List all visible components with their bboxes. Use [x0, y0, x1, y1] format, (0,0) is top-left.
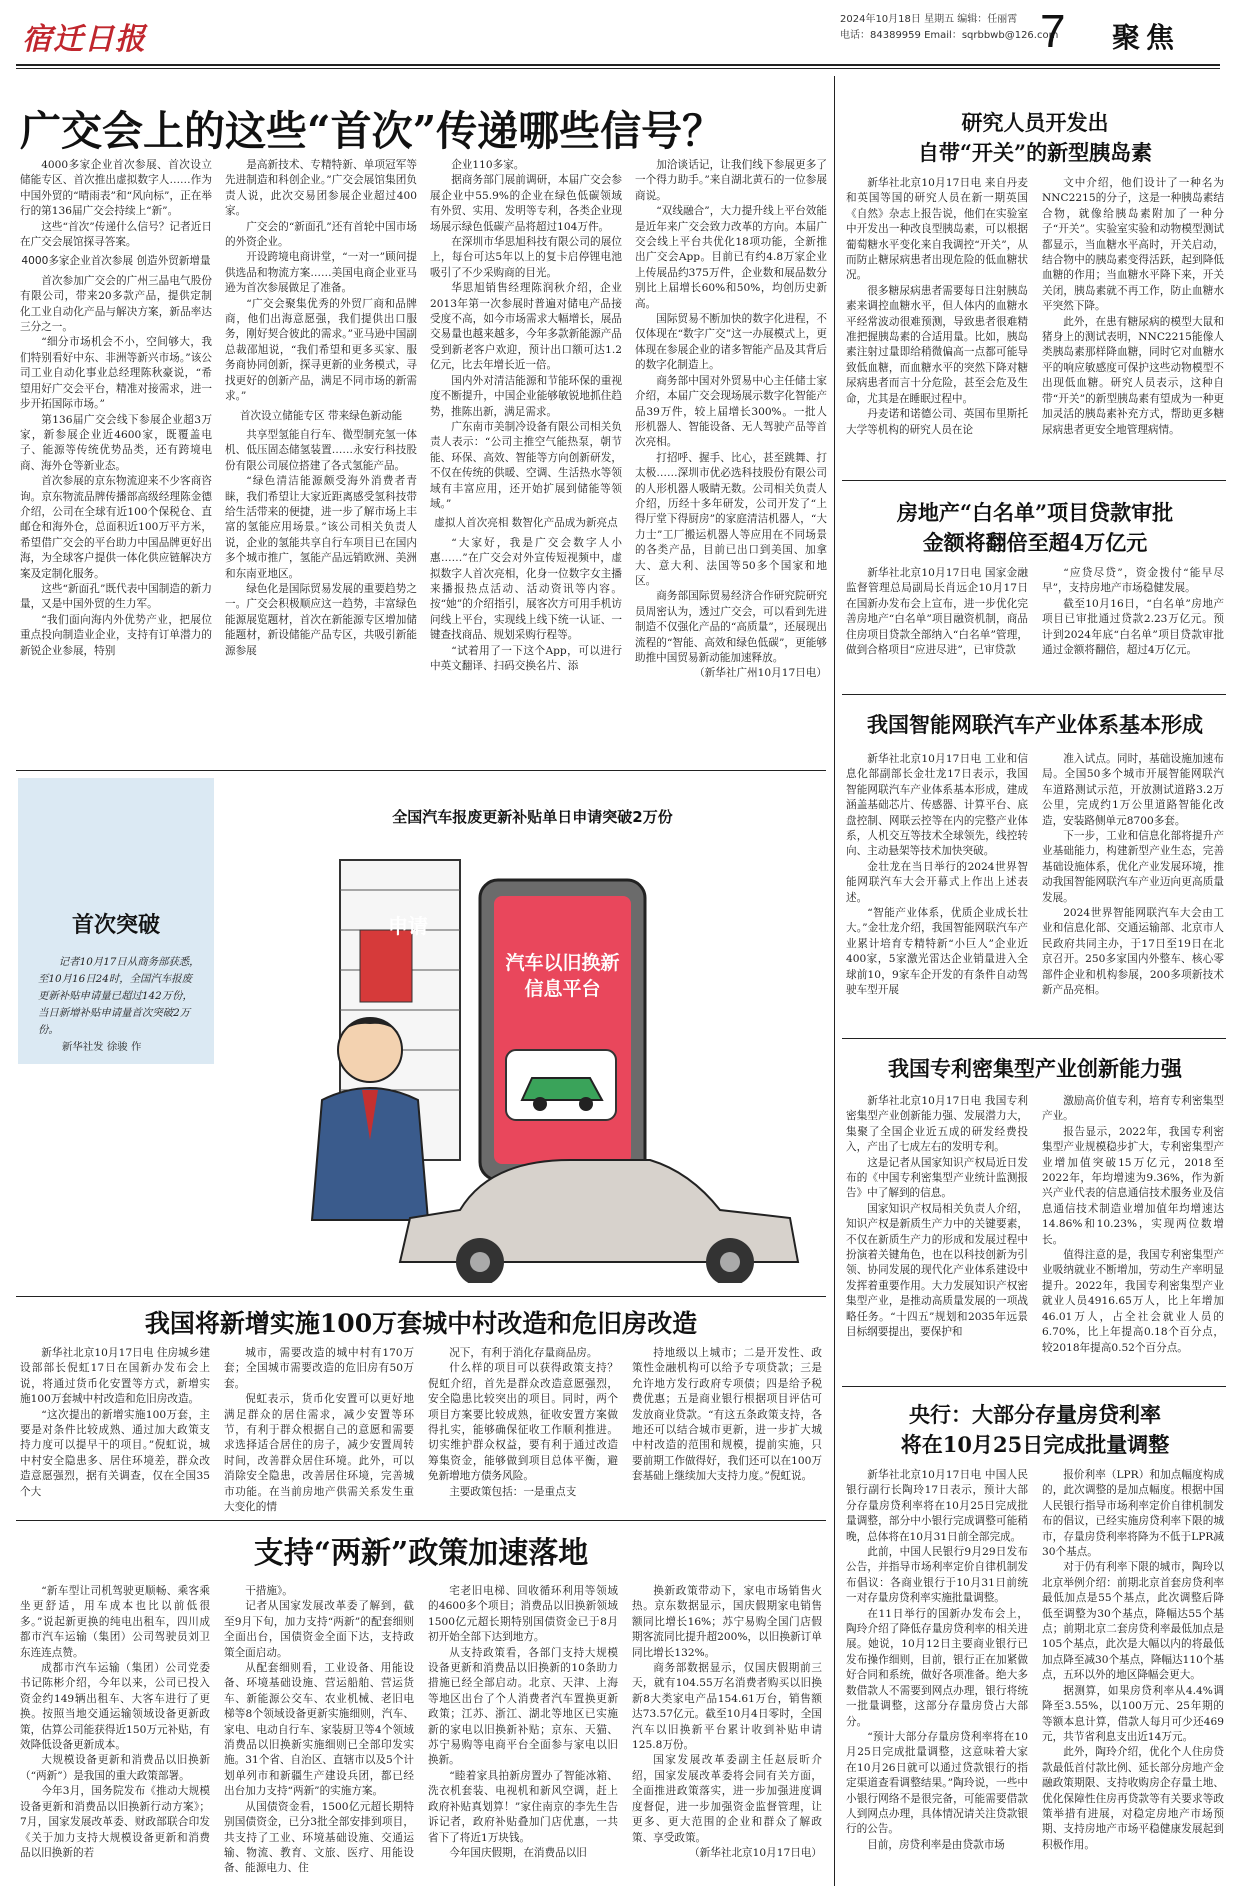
- paragraph: 报告显示，2022年，我国专利密集型产业规模稳步扩大，专利密集型产业增加值突破15万亿元，2018至2022年，年均增速为9.36%，作为新兴产业代表的信息通信技术服务业及信息通信技术制造业增加值年均增速达14.86%和10.23%，实现两位数增长。: [1042, 1125, 1224, 1246]
- paragraph: “应贷尽贷”，资金拨付“能早尽早”，支持房地产市场稳健发展。: [1042, 567, 1224, 595]
- header-info: [840, 12, 1058, 44]
- paragraph: 国际贸易不断加快的数字化进程，不仅体现在“数字广交”这一办展模式上，更体现在参展企业的诸多智能产品及其背后的数字化制造上。: [635, 313, 827, 372]
- text-column: [1042, 1094, 1224, 1382]
- paragraph: 换新政策带动下，家电市场销售火热。京东数据显示，国庆假期家电销售额同比增长16%；苏宁易购全国门店假期客流同比提升超200%，以旧换新订单同比增长132%。: [632, 1585, 822, 1659]
- header-rule-thin: [16, 68, 1220, 69]
- smartphone-icon: [480, 880, 645, 1180]
- paragraph: 很多糖尿病患者需要每日注射胰岛素来调控血糖水平，但人体内的血糖水平经常波动很难预测，导致患者很难精准把握胰岛素的合适用量。比如，胰岛素注射过量即给稍微偏高一点都可能导致低血糖，而血糖水平的突然下降对糖尿病患者而言十分危险，甚至会危及生命，尤其是在睡眠过程中。: [846, 284, 1028, 405]
- text-column: [1042, 1468, 1224, 1892]
- paragraph: 从配套细则看，工业设备、用能设备、环境基础设施、营运船舶、营运货车、新能源公交车、农业机械、老旧电梯等8个领域设备更新实施细则，汽车、家电、电动自行车、家装厨卫等4个领域消费品以旧换新实施细则已全部印发实施。31个省、自治区、直辖市以及5个计划单列市和新疆生产建设兵团，都已经出台加力支持“两新”的实施方案。: [224, 1662, 414, 1798]
- paragraph: “双线融合”，大力提升线上平台效能是近年来广交会致力改革的方向。本届广交会线上平台共优化18项功能，全新推出广交会App。目前已有约4.8万家企业上传展品约375万件，企业数和展品数分别比上届增长60%和50%，均创历史新高。: [635, 205, 827, 310]
- text-column: [225, 158, 417, 762]
- paragraph: 是高新技术、专精特新、单项冠军等先进制造和科创企业。”广交会展馆集团负责人说，此次交易团参展企业超过400家。: [225, 159, 417, 218]
- paragraph: 首次参加广交会的广州三晶电气股份有限公司，带来20多款产品，提供定制化工业自动化产品与解决方案，新品率达三分之一。: [20, 274, 212, 334]
- text-column: [846, 176, 1028, 474]
- subheading: 虚拟人首次亮相 数智化产品成为新亮点: [434, 517, 618, 530]
- dateline: （新华社北京10月17日电）: [689, 1846, 822, 1859]
- dateline: （新华社广州10月17日电）: [694, 667, 827, 680]
- paragraph: 新华社北京10月17日电 来自丹麦和英国等国的研究人员在新一期英国《自然》杂志上报告说，他们在实验室中开发出一种改良型胰岛素，可以根据葡萄糖水平变化来自我调控“开关”，从而防止糖尿病患者出现危险的低血糖状况。: [846, 177, 1028, 282]
- paragraph: 干措施》。: [245, 1585, 293, 1597]
- main-headline: 广交会上的这些“首次”传递哪些信号？: [20, 107, 724, 155]
- paragraph: 倪虹表示，货币化安置可以更好地满足群众的居住需求，减少安置等环节，有利于群众根据自己的意愿和需要求选择适合居住的房子，减少安置周转时间，改善群众居住环境。此外，可以消除安全隐患，改善居住环境，完善城市功能。在当前房地产供需关系发生重大变化的情: [224, 1393, 414, 1514]
- cartoon-artwork: [250, 800, 815, 1283]
- text-column: [20, 1346, 210, 1514]
- paragraph: 况下，有利于消化存量商品房。: [449, 1347, 598, 1359]
- paragraph: 对于仍有利率下限的城市，陶玲以北京举例介绍：前期北京首套房贷利率最低加点是55个基点，此次调整后降低至调整为30个基点，降幅达55个基点；前期北京二套房贷利率最低加点是105个基点，此次是大幅以内的将最低加点降至减30个基点，降幅达110个基点，五环以外的地区降幅会更大。: [1042, 1561, 1224, 1682]
- text-column: [20, 158, 212, 762]
- paragraph: 报价利率（LPR）和加点幅度构成的，此次调整的是加点幅度。根据中国人民银行指导市场利率定价自律机制发布的倡议，已经实施房贷利率下限的城市，存量房贷利率将降为不低于LPR减30个基点。: [1042, 1469, 1224, 1559]
- text-column: [20, 1584, 210, 1890]
- text-column: [632, 1346, 822, 1514]
- paragraph: 值得注意的是，我国专利密集型产业吸纳就业不断增加，劳动生产率明显提升。2022年，我国专利密集型产业就业人员4916.65万人，比上年增加46.01万人，占全社会就业人员的6.70%，比上年提高0.18个百分点，较2018年提高0.52个百分点。: [1042, 1249, 1224, 1354]
- section-name: 聚焦: [1112, 21, 1181, 54]
- paragraph: 广交会的“新面孔”还有首轮中国市场的外资企业。: [225, 220, 417, 249]
- cartoon-illustration: [250, 800, 815, 1283]
- editor-contact: 电话：84389959 Email：sqrbbwb@126.com: [840, 30, 1059, 41]
- phone-screen-label: 汽车以旧换新 信息平台: [505, 952, 620, 1000]
- paragraph: 下一步，工业和信息化部将提升产业基础能力，构建新型产业生态，完善基础设施体系，优化产业发展环境，推动我国智能网联汽车产业迈向更高质量发展。: [1042, 830, 1224, 904]
- patent-headline: 我国专利密集型产业创新能力强: [888, 1056, 1182, 1081]
- paragraph: 宅老旧电梯、回收循环利用等领域的4600多个项目；消费品以旧换新领域1500亿元超长期特别国债资金已于8月初开始全部下达到地方。: [428, 1585, 618, 1644]
- paragraph: 共享型氢能自行车、微型制充氢一体机、低压固态储氢装置……永安行科技股份有限公司展位搭建了各式氢能产品。: [225, 428, 417, 472]
- paragraph: 华思旭销售经理陈润秋介绍，企业2013年第一次参展时普遍对储电产品接受度不高，如今市场需求大幅增长，展品交易量也越来越多，今年多款新能源产品受到新老客户欢迎，预计出口额可达1.2亿元，比去年增长近一倍。: [430, 282, 622, 372]
- village-headline: 我国将新增实施100万套城中村改造和危旧房改造: [144, 1309, 698, 1338]
- paragraph: 此外，在患有糖尿病的模型大鼠和猪身上的测试表明，NNC2215能像人类胰岛素那样降血糖，同时它对血糖水平的响应敏感度可保护这些动物模型不出现低血糖。研究人员表示，这种自带“开关”的新型胰岛素有望成为一种更加灵活的胰岛素补充方式，帮助更多糖尿病患者更安全地管理病情。: [1042, 315, 1224, 436]
- paragraph: 什么样的项目可以获得政策支持？倪虹介绍，首先是群众改造意愿强烈，安全隐患比较突出的项目。同时，两个项目方案要比较成熟，征收安置方案做得扎实，能够确保征收工作顺利推进。切实维护群众权益，要有利于通过改造筹集资金，能够做到项目总体平衡，避免新增地方债务风险。: [428, 1362, 618, 1483]
- paragraph: 截至10月16日，“白名单”房地产项目已审批通过贷款2.23万亿元。预计到2024年底“白名单”项目贷款审批通过金额将翻倍，超过4万亿元。: [1042, 597, 1224, 657]
- paragraph: 此外，陶玲介绍，优化个人住房贷款最低首付款比例、延长部分房地产金融政策期限、支持收购房企存量土地、优化保障性住房再贷款等有关要求等政策举措有进展，对稳定房地产市场预期、支持房地产市场平稳健康发展起到积极作用。: [1042, 1746, 1224, 1851]
- paragraph: 加洽谈话记，让我们线下参展更多了一个得力助手。”来自湖北黄石的一位参展商说。: [635, 159, 827, 202]
- paragraph: 大规模设备更新和消费品以旧换新（“两新”）是我国的重大政策部署。: [20, 1754, 210, 1782]
- text-column: [428, 1584, 618, 1890]
- paragraph: “绿色清洁能源颇受海外消费者青睐，我们希望让大家近距离感受氢科技带给生活带来的便捷，进一步了解市场上丰富的氢能应用场景。”该公司相关负责人说，企业的氢能共享自行车项目已在国内多个城市推广，氢能产品远销欧洲、美洲和东南亚地区。: [225, 475, 417, 580]
- paragraph: 准入试点。同时，基础设施加速布局。全国50多个城市开展智能网联汽车道路测试示范，开放测试道路3.2万公里，完成约1万公里道路智能化改造，安装路侧单元8700多套。: [1042, 753, 1224, 827]
- paragraph: 第136届广交会线下参展企业超3万家，新参展企业近4600家，既覆盖电子、能源等传统优势品类，还有跨境电商、海外仓等新业态。: [20, 413, 212, 472]
- text-column: [224, 1584, 414, 1890]
- section-divider: [16, 1520, 826, 1521]
- header-rule: [16, 64, 1220, 66]
- two-new-headline: 支持“两新”政策加速落地: [253, 1536, 589, 1571]
- paragraph: 据测算，如果房贷利率从4.4%调降至3.55%，以100万元、25年期的等额本息计算，借款人每月可少还469元，共节省利息支出近14万元。: [1042, 1684, 1224, 1743]
- text-column: [846, 566, 1028, 690]
- paragraph: 从国债资金看，1500亿元超长期特别国债资金，已分3批全部安排到项目，共支持了工业、环境基础设施、交通运输、物流、教育、文旅、医疗、用能设备、能源电力、住: [224, 1800, 414, 1875]
- text-column: [1042, 176, 1224, 474]
- paragraph: 从支持政策看，各部门支持大规模设备更新和消费品以旧换新的10条助力措施已经全部启动。北京、天津、上海等地区出台了个人消费者汽车置换更新政策；江苏、浙江、湖北等地区已实施新的家电以旧换新补贴；京东、天猫、苏宁易购等电商平台全面参与家电以旧换新。: [428, 1646, 618, 1767]
- paragraph: 今年3月，国务院发布《推动大规模设备更新和消费品以旧换新行动方案》；7月，国家发展改革委、财政部联合印发《关于加力支持大规模设备更新和消费品以旧换新的若: [20, 1785, 210, 1859]
- paragraph: 商务部数据显示，仅国庆假期前三天，就有104.55万名消费者购买以旧换新8大类家电产品154.61万台，销售额达73.57亿元。截至10月4日零时，全国汽车以旧换新平台累计收到补贴申请125.8万份。: [632, 1662, 822, 1752]
- paragraph: 这些“新面孔”既代表中国制造的新力量，又是中国外贸的生力军。: [20, 582, 212, 611]
- masthead-logo: 宿迁日报: [22, 22, 146, 57]
- section-divider: [842, 694, 1226, 695]
- paragraph: “预计大部分存量房贷利率将在10月25日完成批量调整，这意味着大家在10月26日就可以通过贷款银行的指定渠道查看调整结果。”陶玲说，一些中小银行网络不是很完备，可能需要借款人到网点办理，具体情况请关注贷款银行的公告。: [846, 1730, 1028, 1836]
- paragraph: 国内外对清洁能源和节能环保的重视度不断提升，中国企业能够敏锐地抓住趋势，推陈出新，满足需求。: [430, 374, 622, 418]
- paragraph: 目前，房贷利率是由贷款市场: [867, 1838, 1005, 1851]
- section-divider: [16, 770, 826, 771]
- paragraph: 企业110多家。: [451, 159, 525, 171]
- paragraph: 首次参展的京东物流迎来不少客商咨询。京东物流品牌传播部高级经理陈金德介绍，公司在全球有近100个保税仓、直邮仓和海外仓，总面积近100万平方米，希望借广交会的平台助力中国品牌更好出海，为全球客户提供一体化供应链解决方案及定制化服务。: [20, 475, 212, 580]
- page-number: 7: [1040, 5, 1066, 57]
- paragraph: 新华社北京10月17日电 我国专利密集型产业创新能力强、发展潜力大，集聚了全国企业近五成的研发经费投入，产出了七成左右的发明专利。: [846, 1095, 1028, 1154]
- paragraph: 新华社北京10月17日电 中国人民银行副行长陶玲17日表示，预计大部分存量房贷利率将在10月25日完成批量调整，部分中小银行完成调整可能稍晚，总体将在10月31日前全部完成。: [846, 1469, 1028, 1543]
- subheading: 首次设立储能专区 带来绿色新动能: [239, 409, 403, 422]
- paragraph: 广东南市美制冷设备有限公司相关负责人表示：“公司主推空气能热泵，朝节能、环保、高效、智能等方向创新研发，不仅在传统的供暖、空调、生活热水等领域有丰富应用，还开始扩展到储能等领域。”: [430, 420, 622, 510]
- paragraph: 新华社北京10月17日电 住房城乡建设部部长倪虹17日在国新办发布会上说，将通过货币化安置等方式，新增实施100万套城中村改造和危旧房改造。: [20, 1347, 210, 1406]
- issue-date: 2024年10月18日 星期五 编辑：任丽霄: [840, 14, 1018, 25]
- caption-credit: 新华社发 徐骏 作: [62, 1041, 142, 1053]
- cartoon-caption-box: [18, 778, 214, 1064]
- paragraph: 4000多家企业首次参展、首次设立储能专区、首次推出虚拟数字人……作为中国外贸的“晴雨表”和“风向标”，正在举行的第136届广交会持续上“新”。: [20, 159, 212, 218]
- paragraph: 打招呼、握手、比心，甚至跳舞、打太极……深圳市优必选科技股份有限公司的人形机器人吸睛无数。公司相关负责人介绍，历经十多年研发，公司开发了“上得厅堂下得厨房”的家庭清洁机器人，“大力士”工厂搬运机器人等应用在不同场景的各类产品，目前已出口到美国、加拿大、意大利、法国等50多个国家和地区。: [635, 451, 827, 587]
- section-divider: [842, 1038, 1226, 1039]
- paragraph: 新华社北京10月17日电 工业和信息化部副部长金壮龙17日表示，我国智能网联汽车产业体系基本形成，建成涵盖基础芯片、传感器、计算平台、底盘控制、网联云控等在内的完整产业体系，人机交互等技术全球领先，线控转向、主动悬架等技术加快突破。: [846, 753, 1028, 858]
- paragraph: 新华社北京10月17日电 国家金融监督管理总局副局长肖远企10月17日在国新办发布会上宣布，进一步优化完善房地产“白名单”项目融资机制，商品住房项目贷款全部纳入“白名单”管理，做到合格项目“应进尽进”，已审贷款: [846, 567, 1028, 657]
- paragraph: 成都市汽车运输（集团）公司党委书记陈彬介绍，今年以来，公司已投入资金约149辆出租车、大客车进行了更换。按照当地交通运输领域设备更新政策，估算公司能获得近150万元补贴，有效降低设备更新成本。: [20, 1662, 210, 1752]
- paragraph: 激励高价值专利，培育专利密集型产业。: [1042, 1095, 1224, 1123]
- section-divider: [842, 480, 1226, 481]
- paragraph: “我们面向海内外优势产业，把展位重点投向制造业企业，支持有订单潜力的新锐企业参展，特别: [20, 613, 212, 657]
- insulin-headline: 研究人员开发出 自带“开关”的新型胰岛素: [917, 110, 1153, 165]
- section-divider: [16, 1296, 826, 1297]
- text-column: [846, 752, 1028, 1034]
- paragraph: 在深圳市华思旭科技有限公司的展位上，每台可达5年以上的复卡启停锂电池吸引了不少采购商的目光。: [430, 236, 622, 279]
- paragraph: 文中介绍，他们设计了一种名为NNC2215的分子，这是一种胰岛素结合物，就像给胰岛素附加了一种分子“开关”。实验室实验和动物模型测试都显示，当血糖水平高时，开关启动，结合物中的胰岛素变得活跃，起到降低血糖的作用；当血糖水平降下来，开关关闭，胰岛素就不再工作，防止血糖水平突然下降。: [1042, 177, 1224, 313]
- caption-heading: 首次突破: [71, 912, 160, 938]
- paragraph: “新车型让司机驾驶更顺畅、乘客乘坐更舒适，用车成本也比以前低很多。”说起新更换的纯电出租车，四川成都市汽车运输（集团）公司驾驶员刘卫东连连点赞。: [20, 1585, 210, 1659]
- paragraph: 金壮龙在当日举行的2024世界智能网联汽车大会开幕式上作出上述表述。: [846, 860, 1028, 904]
- paragraph: 此前，中国人民银行9月29日发布公告，并指导市场利率定价自律机制发布倡议：各商业银行于10月31日前统一对存量房贷利率实施批量调整。: [846, 1546, 1028, 1605]
- paragraph: 国家发展改革委副主任赵辰昕介绍，国家发展改革委将会同有关方面，全面推进政策落实，进一步加强进度调度督促，进一步加强资金监督管理，让更多、更大范围的企业和群众了解政策、享受政策。: [632, 1754, 822, 1844]
- text-column: [635, 158, 827, 762]
- subheading: 4000多家企业首次参展 创造外贸新增量: [21, 255, 211, 268]
- paragraph: “睦着家具拍新房置办了智能冰箱、洗衣机套装、电视机和新风空调，赶上政府补贴真划算！”家住南京的李先生告诉记者，政府补贴叠加门店优惠，一共省下了将近1万块钱。: [428, 1769, 618, 1844]
- paragraph: 商务部中国对外贸易中心主任储士家介绍，本届广交会现场展示数字化智能产品39万件，较上届增长300%。一批人形机器人、智能设备、无人驾驶产品等首次亮相。: [635, 374, 827, 449]
- paragraph: 城市，需要改造的城中村有170万套；全国城市需要改造的危旧房有50万套。: [224, 1347, 414, 1390]
- text-column: [632, 1584, 822, 1890]
- paragraph: 这是记者从国家知识产权局近日发布的《中国专利密集型产业统计监测报告》中了解到的信息。: [846, 1156, 1028, 1200]
- mortgage-headline: 央行：大部分存量房贷利率 将在10月25日完成批量调整: [900, 1402, 1170, 1457]
- paragraph: “智能产业体系，优质企业成长壮大。”金壮龙介绍，我国智能网联汽车产业累计培育专精特新“小巨人”企业近400家，5家激光雷达企业销量进入全球前10，9家车企开发的有条件自动驾驶车型开展: [846, 907, 1028, 997]
- auto-industry-headline: 我国智能网联汽车产业体系基本形成: [867, 712, 1203, 737]
- paragraph: “试着用了一下这个App，可以进行中英文翻译、扫码交换名片、添: [430, 644, 622, 672]
- paragraph: 今年国庆假期，在消费品以旧: [449, 1846, 587, 1859]
- text-column: [1042, 566, 1224, 690]
- paragraph: 记者从国家发展改革委了解到，截至9月下旬，加力支持“两新”的配套细则全面出台，国债资金全面下达，支持政策全面启动。: [224, 1600, 414, 1659]
- text-column: [846, 1094, 1028, 1382]
- text-column: [1042, 752, 1224, 1034]
- paragraph: “这次提出的新增实施100万套，主要是对条件比较成熟、通过加大政策支持力度可以提早干的项目。”倪虹说，城中村安全隐患多、居住环境差，群众改造意愿强烈，据有关调查，仅在全国35个大: [20, 1408, 210, 1498]
- paragraph: 2024世界智能网联汽车大会由工业和信息化部、交通运输部、北京市人民政府共同主办，于17日至19日在北京召开。250多家国内外整车、核心零部件企业和机构参展，200多项新技术新产品亮相。: [1042, 907, 1224, 997]
- paragraph: 在11日举行的国新办发布会上，陶玲介绍了降低存量房贷利率的相关进展。她说，10月12日主要商业银行已发布操作细则，目前，银行正在加紧做好合同和系统，做好各项准备。绝大多数借款人不需要到网点办理，银行将统一批量调整，这部分存量房贷占大部分。: [846, 1607, 1028, 1728]
- caption-text: 记者10月17日从商务部获悉，至10月16日24时，全国汽车报废更新补贴申请量已超过142万份，当日新增补贴申请量首次突破2万份。: [38, 956, 200, 1036]
- text-column: [846, 1468, 1028, 1892]
- text-column: [428, 1346, 618, 1514]
- paragraph: 商务部国际贸易经济合作研究院研究员周密认为，透过广交会，可以看到先进制造不仅强化产品的“高质量”，还展现出流程的“智能、高效和绿色低碳”，更能够助推中国贸易新动能加速释放。: [635, 590, 827, 664]
- paragraph: 国家知识产权局相关负责人介绍，知识产权是新质生产力中的关键要素，不仅在新质生产力的形成和发展过程中扮演着关键角色，也在以科技创新为引领、协同发展的现代化产业体系建设中发挥着重要作用。大力发展知识产权密集型产业，是推动高质量发展的一项战略任务。“十四五”规划和2035年远景目标纲要提出，要保护和: [846, 1202, 1028, 1339]
- paper-label: 申请: [388, 914, 428, 938]
- paragraph: “大家好，我是广交会数字人小惠……”在广交会对外宣传短视频中，虚拟数字人首次亮相，化身一位数字女主播来播报热点活动、活动资讯等内容。按“她”的介绍指引，展客次方可用手机访问线上平台，实现线上线下统一认证、一键查找商品、规划采购行程等。: [430, 536, 622, 642]
- column-divider: [834, 76, 835, 1886]
- paragraph: 据商务部门展前调研，本届广交会参展企业中55.9%的企业在绿色低碳领域有外贸、实用、发明等专利，各类企业现场展示绿色低碳产品将超过104万件。: [430, 174, 622, 233]
- paragraph: 开设跨境电商讲堂，“一对一”顾问提供选品和物流方案……美国电商企业亚马逊为首次参展做足了准备。: [225, 251, 417, 295]
- paragraph: 绿色化是国际贸易发展的重要趋势之一。广交会积极顺应这一趋势，丰富绿色能源展览题材，首次在新能源专区增加储能题材，新设储能产品专区，共吸引新能源参展: [225, 582, 417, 657]
- cartoon-title: 全国汽车报废更新补贴单日申请突破2万份: [392, 808, 673, 826]
- whitelist-headline: 房地产“白名单”项目贷款审批 金额将翻倍至超4万亿元: [896, 500, 1174, 555]
- paragraph: 丹麦诺和诺德公司、英国布里斯托大学等机构的研究人员在论: [846, 408, 1028, 436]
- paragraph: 这些“首次”传递什么信号？记者近日在广交会展馆探寻答案。: [20, 220, 212, 249]
- paragraph: “细分市场机会不小，空间够大，我们特别看好中东、非洲等新兴市场。”该公司工业自动化事业总经理陈秋豪说，“希望用好广交会平台，精准对接需求，进一步开拓国际市场。”: [20, 336, 212, 411]
- paragraph: 持地级以上城市；二是开发性、政策性金融机构可以给予专项贷款；三是允许地方发行政府专项债；四是给予税费优惠；五是商业银行根据项目评估可发放商业贷款。“有这五条政策支持，各地还可以结合城市更新，进一步扩大城中村改造的范围和规模，提前实施，只要前期工作做得好，我们还可以在100万套基础上继续加大支持力度。”倪虹说。: [632, 1347, 822, 1483]
- paragraph: 主要政策包括：一是重点支: [449, 1485, 577, 1498]
- paragraph: “广交会聚集优秀的外贸厂商和品牌商，他们出海意愿强，我们提供出口服务，刚好契合彼此的需求。”亚马逊中国副总裁邵旭说，“我们希望和更多买家、服务商协同创新，探寻更新的业务模式，寻找更好的创新产品，满足不同市场的新需求。”: [225, 297, 417, 403]
- text-column: [224, 1346, 414, 1514]
- text-column: [430, 158, 622, 762]
- section-divider: [842, 1386, 1226, 1387]
